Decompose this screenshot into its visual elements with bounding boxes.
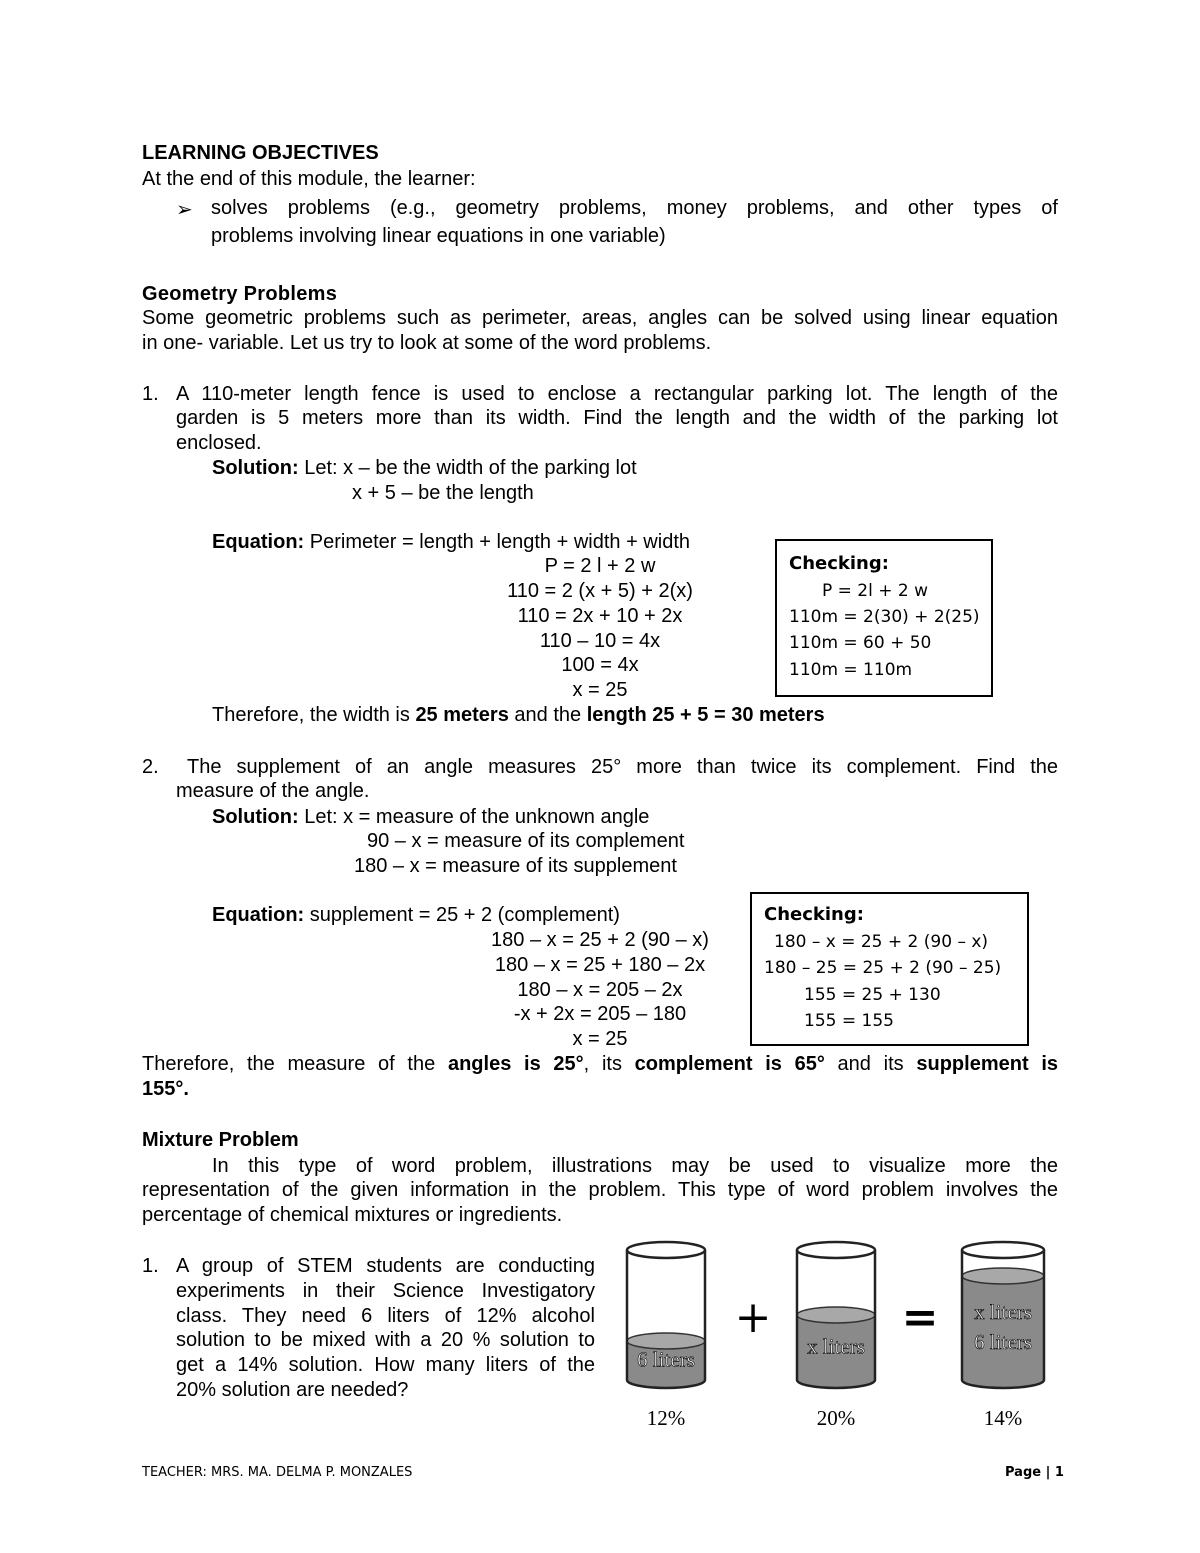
equation-text: supplement = 25 + 2 (complement) [304, 904, 620, 926]
problem2-number: 2. [142, 756, 159, 778]
supplement-answer: supplement is [916, 1053, 1059, 1075]
checking-title: Checking: [764, 904, 864, 925]
geometry-intro-line2: in one- variable. Let us try to look at some of the word problems. [142, 332, 712, 354]
beaker-label: 6 liters [637, 1347, 695, 1372]
checking-line: 155 = 25 + 130 [804, 985, 941, 1005]
mixture-problem-line: A group of STEM students are conducting [176, 1255, 595, 1277]
problem2-therefore [142, 1053, 1058, 1076]
percent-label: 14% [983, 1406, 1023, 1430]
therefore-text: Therefore, the measure of the [142, 1053, 448, 1075]
mixture-problem-line: 20% solution are needed? [176, 1379, 409, 1401]
problem2-line2: measure of the angle. [176, 780, 370, 802]
supplement-value: 155°. [142, 1078, 189, 1100]
objective-item-line1: solves problems (e.g., geometry problems, money problems, and other types of [211, 197, 1058, 219]
mixture-problem-line: class. They need 6 liters of 12% alcohol [176, 1305, 595, 1327]
beaker-12-percent [627, 1242, 705, 1388]
equation-label: Equation: [212, 904, 305, 926]
therefore-text: , its [583, 1053, 635, 1075]
problem2-equation [212, 904, 620, 927]
equation-step: 180 – x = 205 – 2x [517, 979, 683, 1001]
equation-step: 180 – x = 25 + 180 – 2x [494, 954, 706, 976]
checking-box-1 [775, 539, 993, 697]
mixture-intro-line2: representation of the given information in the problem. This type of word problem involves the [142, 1179, 1058, 1201]
footer-teacher: TEACHER: MRS. MA. DELMA P. MONZALES [142, 1465, 413, 1480]
checking-line: 110m = 60 + 50 [789, 633, 932, 653]
problem2-solution [212, 806, 649, 829]
objectives-heading: LEARNING OBJECTIVES [142, 142, 379, 164]
length-answer: length 25 + 5 = 30 meters [586, 704, 825, 726]
equation-step: 180 – x = 25 + 2 (90 – x) [491, 929, 709, 951]
beaker-label: x liters [807, 1334, 865, 1359]
equation-step: P = 2 l + 2 w [544, 555, 656, 577]
angle-answer: angles is 25° [447, 1053, 584, 1075]
checking-title: Checking: [789, 553, 889, 574]
problem2-line1: The supplement of an angle measures 25° more than twice its complement. Find the [187, 756, 1058, 778]
equation-text: Perimeter = length + length + width + width [304, 531, 690, 553]
mixture-intro-line1: In this type of word problem, illustrations may be used to visualize more the [212, 1155, 1058, 1177]
equation-step: 110 = 2 (x + 5) + 2(x) [507, 580, 693, 602]
problem1-line2: garden is 5 meters more than its width. Find the length and the width of the parking lot [176, 407, 1058, 429]
geometry-heading: Geometry Problems [142, 283, 338, 305]
equation-step: x = 25 [572, 679, 628, 701]
objective-item-line2: problems involving linear equations in one variable) [211, 225, 666, 247]
therefore-text: and the [508, 704, 587, 726]
equation-label: Equation: [212, 531, 305, 553]
beaker-rim [797, 1242, 875, 1258]
mixture-illustration [600, 1230, 1060, 1440]
mixture-heading: Mixture Problem [142, 1129, 299, 1151]
beaker-label: 6 liters [974, 1330, 1032, 1354]
footer-page-number: Page | 1 [1005, 1465, 1064, 1480]
let-complement: 90 – x = measure of its complement [367, 830, 685, 852]
let-supplement: 180 – x = measure of its supplement [354, 855, 677, 877]
problem1-line3: enclosed. [176, 432, 262, 454]
equation-step: x = 25 [572, 1028, 628, 1050]
checking-line: 180 – 25 = 25 + 2 (90 – 25) [764, 958, 1002, 978]
percent-label: 20% [816, 1406, 856, 1430]
beaker-rim [962, 1242, 1044, 1258]
beaker-rim [627, 1242, 705, 1258]
solution-label: Solution: [212, 806, 299, 828]
problem1-equation [212, 531, 690, 554]
geometry-intro-line1: Some geometric problems such as perimeter, areas, angles can be solved using linear equation [142, 307, 1058, 329]
bullet-arrow-icon: ➢ [176, 199, 193, 221]
let-length: x + 5 – be the length [352, 482, 534, 504]
problem1-number: 1. [142, 383, 159, 405]
mixture-problem-line: solution to be mixed with a 20 % solution to [176, 1329, 595, 1351]
beaker-20-percent [797, 1242, 875, 1388]
solution-label: Solution: [212, 457, 299, 479]
liquid-surface [797, 1307, 875, 1323]
liquid-surface [962, 1268, 1044, 1284]
objectives-intro: At the end of this module, the learner: [142, 168, 476, 190]
mixture-intro-line3: percentage of chemical mixtures or ingredients. [142, 1204, 563, 1226]
mixture-problem-line: get a 14% solution. How many liters of the [176, 1354, 595, 1376]
let-angle: Let: x = measure of the unknown angle [298, 806, 650, 828]
problem1-solution [212, 457, 637, 480]
checking-line: 110m = 2(30) + 2(25) [789, 607, 980, 627]
beaker-14-percent [962, 1242, 1044, 1388]
equation-step: 100 = 4x [561, 654, 639, 676]
checking-line: 155 = 155 [804, 1011, 894, 1031]
problem1-therefore [212, 704, 825, 727]
width-answer: 25 meters [415, 704, 509, 726]
problem1-line1: A 110-meter length fence is used to enclose a rectangular parking lot. The length of the [176, 383, 1058, 405]
checking-box-2 [750, 892, 1029, 1046]
therefore-text: Therefore, the width is [212, 704, 416, 726]
beaker-label: x liters [974, 1300, 1032, 1324]
mixture-problem1-number: 1. [142, 1255, 159, 1277]
equation-step: 110 – 10 = 4x [539, 630, 661, 652]
equation-step: 110 = 2x + 10 + 2x [517, 605, 683, 627]
therefore-text: and its [824, 1053, 917, 1075]
mixture-problem-line: experiments in their Science Investigatory [176, 1280, 595, 1302]
percent-label: 12% [646, 1406, 686, 1430]
let-width: Let: x – be the width of the parking lot [298, 457, 637, 479]
equals-sign: = [901, 1292, 939, 1343]
equation-step: -x + 2x = 205 – 180 [513, 1003, 687, 1025]
complement-answer: complement is 65° [634, 1053, 825, 1075]
checking-line: 110m = 110m [789, 660, 913, 680]
checking-line: P = 2l + 2 w [822, 581, 929, 601]
checking-line: 180 – x = 25 + 2 (90 – x) [774, 932, 989, 952]
plus-sign: + [734, 1292, 772, 1343]
